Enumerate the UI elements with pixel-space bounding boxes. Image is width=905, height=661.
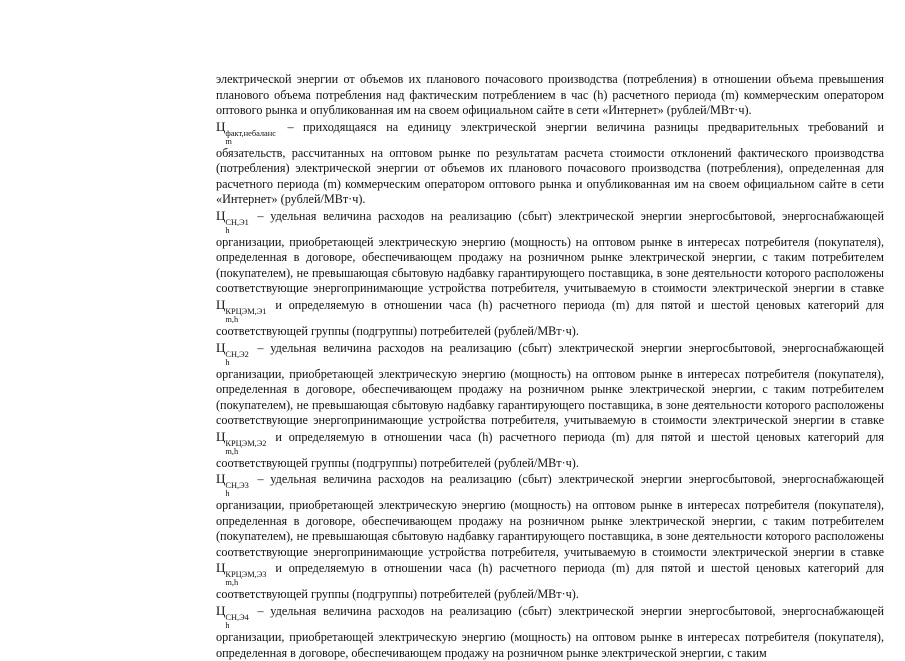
inline-formula-symbol: Ц КРЦЭМ,Э1 m,h — [216, 297, 267, 325]
formula-symbol: Ц факт,небаланс m — [216, 118, 276, 146]
paragraph-2 — [216, 208, 884, 340]
paragraph-0 — [216, 72, 884, 119]
paragraph-text-after: и определяемую в отношении часа (h) расчетного периода (m) для пятой и шестой ценовых категорий для соответствующей группы (подгруппы) потребителей (рублей/МВт·ч). — [216, 429, 884, 470]
formula-symbol: Ц СН,Э3 h — [216, 471, 249, 499]
paragraph-text: – удельная величина расходов на реализацию (сбыт) электрической энергии энергосбытовой, энергоснабжающей организации, приобретающей электрическую энергию (мощность) на оптовом рынке в интересах потребителя (покупателя), определенная в договоре, обеспечивающем продажу на розничном рынке электрической энергии, с таким — [216, 604, 884, 660]
paragraph-text: – удельная величина расходов на реализацию (сбыт) электрической энергии энергосбытовой, энергоснабжающей организации, приобретающей электрическую энергию (мощность) на оптовом рынке в интересах потребителя (покупателя), определенная в договоре, обеспечивающем продажу на розничном рынке электрической энергии, с таким потребителем (покупателем), не превышающая сбытовую надбавку гарантирующего поставщика, в зоне деятельности которого расположены соответствующие энергопринимающие устройства потребителя, учитываемую в стоимости электрической энергии в ставке — [216, 472, 884, 559]
paragraph-text-after: и определяемую в отношении часа (h) расчетного периода (m) для пятой и шестой ценовых категорий для соответствующей группы (подгруппы) потребителей (рублей/МВт·ч). — [216, 561, 884, 602]
paragraph-4 — [216, 471, 884, 603]
paragraph-text: – приходящаяся на единицу электрической энергии величина разницы предварительных требований и обязательств, рассчитанных на оптовом рынке по результатам расчета стоимости отклонений фактического производства (потребления) электрической энергии от объемов их планового почасового производства (потребления), определенная для расчетного периода (m) коммерческим оператором оптового рынка и опубликованная им на своем официальном сайте в сети «Интернет» (рублей/МВт·ч). — [216, 119, 884, 207]
paragraph-3 — [216, 340, 884, 472]
formula-symbol: Ц СН,Э4 h — [216, 603, 249, 631]
paragraph-text: – удельная величина расходов на реализацию (сбыт) электрической энергии энергосбытовой, энергоснабжающей организации, приобретающей электрическую энергию (мощность) на оптовом рынке в интересах потребителя (покупателя), определенная в договоре, обеспечивающем продажу на розничном рынке электрической энергии, с таким потребителем (покупателем), не превышающая сбытовую надбавку гарантирующего поставщика, в зоне деятельности которого расположены соответствующие энергопринимающие устройства потребителя, учитываемую в стоимости электрической энергии в ставке — [216, 208, 884, 296]
formula-symbol: Ц СН,Э2 h — [216, 339, 249, 367]
inline-formula-symbol: Ц КРЦЭМ,Э2 m,h — [216, 428, 267, 456]
paragraph-1 — [216, 119, 884, 208]
document-body — [216, 72, 884, 661]
paragraph-text-after: и определяемую в отношении часа (h) расчетного периода (m) для пятой и шестой ценовых категорий для соответствующей группы (подгруппы) потребителей (рублей/МВт·ч). — [216, 298, 884, 339]
paragraph-5 — [216, 603, 884, 661]
formula-symbol: Ц СН,Э1 h — [216, 207, 249, 235]
inline-formula-symbol: Ц КРЦЭМ,Э3 m,h — [216, 560, 267, 588]
paragraph-text: электрической энергии от объемов их планового почасового производства (потребления) в отношении объема превышения планового объема потребления над фактическим потреблением в час (h) расчетного периода (m) коммерческим оператором оптового рынка и опубликованная им на своем официальном сайте в сети «Интернет» (рублей/МВт·ч). — [216, 72, 884, 118]
paragraph-text: – удельная величина расходов на реализацию (сбыт) электрической энергии энергосбытовой, энергоснабжающей организации, приобретающей электрическую энергию (мощность) на оптовом рынке в интересах потребителя (покупателя), определенная в договоре, обеспечивающем продажу на розничном рынке электрической энергии, с таким потребителем (покупателем), не превышающая сбытовую надбавку гарантирующего поставщика, в зоне деятельности которого расположены соответствующие энергопринимающие устройства потребителя, учитываемую в стоимости электрической энергии в ставке — [216, 340, 884, 428]
